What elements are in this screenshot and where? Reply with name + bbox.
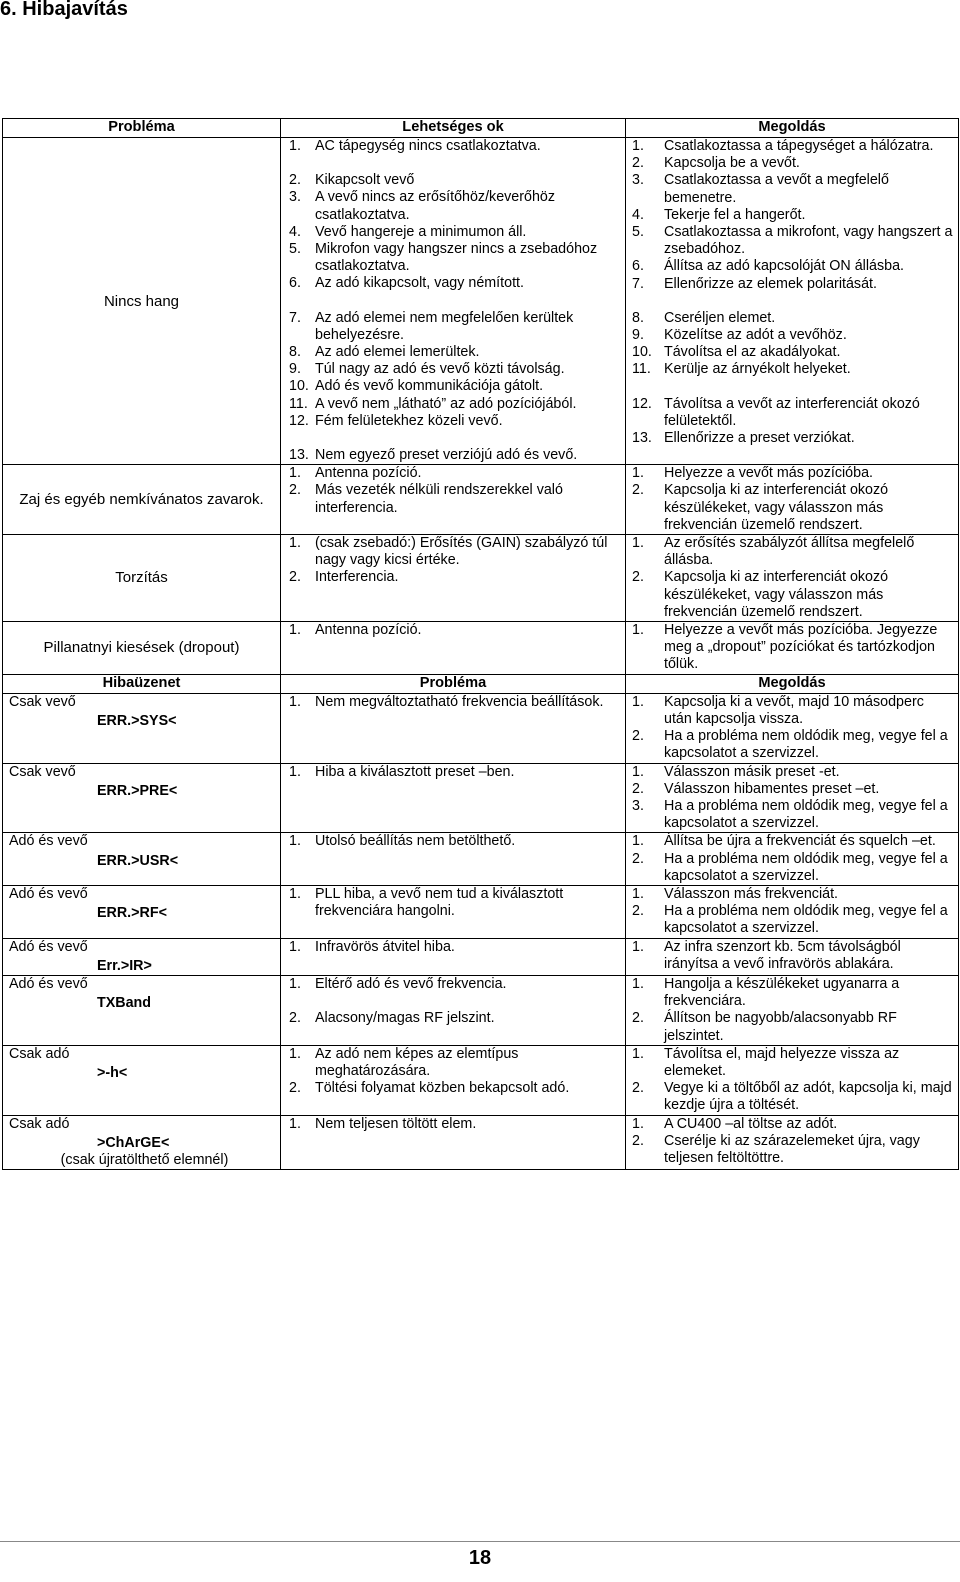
list-item — [281, 378, 625, 395]
device-label: Adó és vevő — [9, 885, 88, 902]
item-text: Hiba a kiválasztott preset –ben. — [315, 763, 515, 780]
table-row — [3, 535, 959, 622]
error-message-cell — [3, 833, 281, 886]
item-text: Cserélje ki az szárazelemeket újra, vagy teljesen feltöltöttre. — [664, 1132, 920, 1166]
list-item — [281, 172, 625, 189]
error-message-cell — [3, 1115, 281, 1170]
item-number: 2. — [632, 1010, 644, 1027]
list-item — [626, 535, 958, 569]
solution-list — [626, 535, 958, 621]
header-cause: Lehetséges ok — [281, 119, 626, 138]
list-item — [626, 379, 958, 396]
list-item — [626, 258, 958, 275]
list-item — [626, 138, 958, 155]
item-text: Nem megváltoztatható frekvencia beállítások. — [315, 693, 604, 710]
solution-list — [626, 622, 958, 674]
item-number: 11. — [289, 395, 308, 412]
list-item — [626, 430, 958, 447]
cause-cell — [281, 465, 626, 535]
error-code: >-h< — [97, 1064, 128, 1081]
list-item — [281, 275, 625, 292]
troubleshooting-body — [3, 119, 959, 1170]
list-item — [626, 276, 958, 293]
item-number: 2. — [289, 482, 301, 499]
list-item — [281, 224, 625, 241]
item-text: PLL hiba, a vevő nem tud a kiválasztott frekvenciára hangolni. — [315, 885, 564, 920]
item-text: Állítsa az adó kapcsolóját ON állásba. — [664, 258, 904, 275]
item-number: 1. — [289, 535, 301, 552]
item-text: Az erősítés szabályzót állítsa megfelelő állásba. — [664, 535, 915, 569]
item-text: Antenna pozíció. — [315, 465, 422, 482]
error-code: ERR.>USR< — [97, 852, 179, 869]
error-code: ERR.>PRE< — [97, 782, 178, 799]
cause-list — [281, 138, 625, 464]
list-item — [626, 886, 958, 903]
problem-label: Nincs hang — [103, 292, 180, 310]
list-item — [281, 1080, 625, 1097]
item-number: 2. — [289, 1080, 301, 1097]
list-item — [281, 396, 625, 413]
problem-list — [281, 939, 625, 956]
item-text: Ha a probléma nem oldódik meg, vegye fel a kapcsolatot a szervizzel. — [664, 728, 948, 762]
item-number: 4. — [289, 223, 301, 240]
item-text: Válasszon hibamentes preset –et. — [664, 780, 880, 797]
item-number: 10. — [289, 378, 309, 395]
item-number: 3. — [632, 172, 644, 189]
table-row — [3, 763, 959, 833]
item-text: Csatlakoztassa a tápegységet a hálózatra. — [664, 138, 934, 154]
item-number: 11. — [632, 361, 651, 378]
list-item — [281, 447, 625, 464]
item-text: (csak zsebadó:) Erősítés (GAIN) szabályzó túl nagy vagy kicsi értéke. — [315, 535, 608, 569]
problem-label: Zaj és egyéb nemkívánatos zavarok. — [19, 491, 264, 509]
item-number: 5. — [632, 224, 644, 241]
item-number: 2. — [632, 780, 644, 797]
list-item — [281, 361, 625, 378]
item-text: Nem teljesen töltött elem. — [315, 1115, 477, 1132]
item-text: Adó és vevő kommunikációja gátolt. — [315, 378, 544, 395]
list-item — [626, 396, 958, 430]
list-item — [626, 1133, 958, 1167]
list-item — [626, 976, 958, 1010]
item-text: Alacsony/magas RF jelszint. — [315, 1010, 495, 1027]
list-item — [626, 361, 958, 378]
list-item — [281, 622, 625, 639]
item-text: Kapcsolja ki a vevőt, majd 10 másodperc után kapcsolja vissza. — [664, 693, 924, 727]
problem-cell — [281, 763, 626, 833]
item-text: Interferencia. — [315, 569, 399, 586]
item-text: Helyezze a vevőt más pozícióba. — [664, 465, 873, 482]
item-text: Az adó kikapcsolt, vagy némított. — [315, 275, 524, 292]
item-number: 2. — [632, 155, 644, 172]
item-number: 7. — [289, 309, 301, 326]
solution-cell — [626, 693, 959, 763]
list-item — [281, 993, 625, 1010]
item-number: 1. — [632, 1115, 644, 1132]
solution-list — [626, 764, 958, 833]
item-number: 9. — [632, 327, 644, 344]
item-number: 13. — [289, 447, 309, 464]
error-code: ERR.>SYS< — [97, 712, 177, 729]
item-text: A vevő nincs az erősítőhöz/keverőhöz csatlakoztatva. — [315, 189, 556, 223]
error-message-cell — [3, 975, 281, 1045]
solution-list — [626, 939, 958, 973]
item-text: Vevő hangereje a minimumon áll. — [315, 223, 527, 240]
item-text: Válasszon más frekvenciát. — [664, 885, 839, 902]
list-item — [281, 569, 625, 586]
table-row — [3, 975, 959, 1045]
problem-cell — [281, 975, 626, 1045]
solution-cell — [626, 138, 959, 465]
problem-list — [281, 1046, 625, 1098]
list-item — [281, 482, 625, 516]
item-text: Kapcsolja ki az interferenciát okozó készülékeket, vagy válasszon más frekvencián üzemelő rendszert. — [664, 569, 889, 620]
list-item — [626, 155, 958, 172]
list-item — [626, 1080, 958, 1114]
item-text: Az adó nem képes az elemtípus meghatározására. — [315, 1045, 519, 1079]
list-item — [281, 694, 625, 711]
item-number: 4. — [632, 206, 644, 223]
item-text: Csatlakoztassa a mikrofont, vagy hangszert a zsebadóhoz. — [664, 224, 953, 258]
error-message-cell — [3, 693, 281, 763]
item-number: 6. — [289, 275, 301, 292]
table-row — [3, 693, 959, 763]
item-number: 1. — [632, 938, 644, 955]
item-number: 1. — [632, 1045, 644, 1062]
item-text: Nem egyező preset verziójú adó és vevő. — [315, 447, 578, 464]
list-item — [626, 207, 958, 224]
item-number: 1. — [289, 975, 301, 992]
error-message-cell — [3, 885, 281, 938]
table-row — [3, 938, 959, 975]
solution-cell — [626, 938, 959, 975]
error-message-cell — [3, 763, 281, 833]
list-item — [626, 310, 958, 327]
solution-cell — [626, 535, 959, 622]
device-label: Adó és vevő — [9, 975, 88, 992]
item-number: 1. — [289, 938, 301, 955]
item-text: Távolítsa el, majd helyezze vissza az elemeket. — [664, 1045, 900, 1079]
item-text: Állítson be nagyobb/alacsonyabb RF jelszintet. — [664, 1010, 897, 1044]
item-number: 1. — [632, 975, 644, 992]
item-number: 1. — [289, 693, 301, 710]
item-text: Távolítsa a vevőt az interferenciát okozó felületektől. — [664, 395, 920, 429]
error-message-cell — [3, 1045, 281, 1115]
header-solution: Megoldás — [626, 119, 959, 138]
item-number: 1. — [289, 622, 301, 639]
problem-cell — [281, 1115, 626, 1170]
error-code: ERR.>RF< — [97, 905, 167, 922]
list-item — [281, 886, 625, 920]
item-number: 1. — [632, 693, 644, 710]
problem-label: Pillanatnyi kiesések (dropout) — [43, 639, 240, 657]
list-item — [281, 344, 625, 361]
item-number: 2. — [632, 569, 644, 586]
cause-list — [281, 535, 625, 587]
item-number: 2. — [632, 728, 644, 745]
solution-cell — [626, 1115, 959, 1170]
item-text: A vevő nem „látható” az adó pozíciójából. — [315, 395, 577, 412]
problem-cell — [281, 938, 626, 975]
problem-cell — [3, 622, 281, 675]
problem-list — [281, 1116, 625, 1133]
item-text: Antenna pozíció. — [315, 622, 422, 639]
item-text: Vegye ki a töltőből az adót, kapcsolja ki, majd kezdje újra a töltését. — [664, 1080, 952, 1114]
item-text: Az adó elemei nem megfelelően kerültek behelyezésre. — [315, 309, 574, 343]
device-label: Csak adó — [9, 1045, 70, 1062]
solution-list — [626, 694, 958, 763]
list-item — [281, 535, 625, 569]
list-item — [281, 1010, 625, 1027]
list-item — [281, 465, 625, 482]
item-text: Ha a probléma nem oldódik meg, vegye fel a kapcsolatot a szervizzel. — [664, 797, 948, 832]
item-number: 3. — [289, 189, 301, 206]
cause-cell — [281, 622, 626, 675]
item-text: AC tápegység nincs csatlakoztatva. — [315, 138, 541, 154]
error-code: >ChArGE< — [97, 1134, 170, 1151]
item-text: Más vezeték nélküli rendszerekkel való interferencia. — [315, 482, 563, 516]
solution-list — [626, 1116, 958, 1168]
table-row — [3, 885, 959, 938]
item-text: Ha a probléma nem oldódik meg, vegye fel a kapcsolatot a szervizzel. — [664, 850, 948, 884]
item-text: Válasszon másik preset -et. — [664, 763, 840, 780]
problem-cell — [281, 885, 626, 938]
item-text: Állítsa be újra a frekvenciát és squelch –et. — [664, 833, 936, 850]
list-item — [626, 764, 958, 781]
item-text: Közelítse az adót a vevőhöz. — [664, 327, 847, 344]
list-item — [626, 482, 958, 534]
problem-cell — [3, 465, 281, 535]
item-number: 13. — [632, 430, 652, 447]
problem-label: Torzítás — [115, 569, 168, 587]
list-item — [626, 781, 958, 798]
item-number: 2. — [632, 1132, 644, 1149]
problem-list — [281, 976, 625, 1027]
cause-cell — [281, 535, 626, 622]
item-text: Cseréljen elemet. — [664, 309, 776, 326]
list-item — [626, 798, 958, 832]
solution-list — [626, 833, 958, 885]
list-item — [626, 939, 958, 973]
item-number: 10. — [632, 344, 652, 361]
header-solution-2: Megoldás — [626, 674, 959, 693]
item-number: 1. — [632, 763, 644, 780]
item-number: 1. — [632, 622, 644, 639]
item-number: 1. — [289, 465, 301, 482]
item-number: 1. — [632, 535, 644, 552]
list-item — [281, 430, 625, 447]
item-text: Kapcsolja be a vevőt. — [664, 155, 800, 172]
item-number: 2. — [289, 569, 301, 586]
item-number: 2. — [632, 482, 644, 499]
item-text: Kapcsolja ki az interferenciát okozó készülékeket, vagy válasszon más frekvencián üzemelő rendszert. — [664, 482, 889, 533]
solution-cell — [626, 763, 959, 833]
item-text: Infravörös átvitel hiba. — [315, 938, 455, 955]
section-heading: 6. Hibajavítás — [0, 0, 128, 20]
item-number: 8. — [632, 309, 644, 326]
list-item — [626, 833, 958, 850]
device-label: Adó és vevő — [9, 833, 88, 850]
table1-header-row — [3, 119, 959, 138]
item-number: 7. — [632, 275, 644, 292]
solution-cell — [626, 465, 959, 535]
device-label: Csak vevő — [9, 693, 76, 710]
cause-cell — [281, 138, 626, 465]
list-item — [626, 224, 958, 258]
list-item — [281, 1046, 625, 1080]
item-number: 1. — [632, 465, 644, 482]
item-text: Töltési folyamat közben bekapcsolt adó. — [315, 1080, 570, 1097]
item-text: Eltérő adó és vevő frekvencia. — [315, 975, 507, 992]
error-code: Err.>IR> — [97, 957, 152, 974]
list-item — [626, 327, 958, 344]
item-text: Fém felületekhez közeli vevő. — [315, 412, 503, 429]
item-number: 12. — [289, 412, 309, 429]
table2-header-row — [3, 674, 959, 693]
item-number: 1. — [632, 833, 644, 850]
item-number: 1. — [289, 885, 301, 902]
list-item — [626, 465, 958, 482]
list-item — [626, 1010, 958, 1044]
device-label: Csak vevő — [9, 763, 76, 780]
header-problem-2: Probléma — [281, 674, 626, 693]
item-text: Helyezze a vevőt más pozícióba. Jegyezze meg a „dropout” pozíciókat és tartózkodjon tőlük. — [664, 622, 938, 673]
item-text: Mikrofon vagy hangszer nincs a zsebadóhoz csatlakoztatva. — [315, 241, 598, 275]
device-label: Csak adó — [9, 1115, 70, 1132]
list-item — [626, 622, 958, 674]
list-item — [281, 939, 625, 956]
device-label: Adó és vevő — [9, 938, 88, 955]
list-item — [626, 694, 958, 728]
item-number: 9. — [289, 361, 301, 378]
problem-list — [281, 886, 625, 920]
table-row — [3, 1045, 959, 1115]
item-text: Az adó elemei lemerültek. — [315, 344, 480, 361]
list-item — [281, 310, 625, 344]
error-code: TXBand — [97, 995, 152, 1012]
header-problem: Probléma — [3, 119, 281, 138]
list-item — [281, 976, 625, 993]
list-item — [281, 833, 625, 850]
list-item — [281, 1116, 625, 1133]
item-number: 8. — [289, 344, 301, 361]
cause-list — [281, 622, 625, 639]
solution-list — [626, 976, 958, 1045]
item-text: Ha a probléma nem oldódik meg, vegye fel a kapcsolatot a szervizzel. — [664, 903, 948, 937]
troubleshooting-table — [2, 118, 959, 1170]
list-item — [281, 293, 625, 310]
list-item — [281, 764, 625, 781]
list-item — [281, 413, 625, 430]
error-message-cell — [3, 938, 281, 975]
item-number: 3. — [632, 797, 644, 814]
solution-cell — [626, 885, 959, 938]
item-number: 1. — [632, 138, 644, 154]
problem-list — [281, 694, 625, 711]
cause-list — [281, 465, 625, 517]
table-row — [3, 138, 959, 465]
item-text: Kerülje az árnyékolt helyeket. — [664, 361, 851, 378]
list-item — [281, 241, 625, 275]
problem-cell — [281, 1045, 626, 1115]
list-item — [626, 1046, 958, 1080]
table-row — [3, 622, 959, 675]
solution-cell — [626, 622, 959, 675]
item-number: 2. — [632, 903, 644, 920]
solution-list — [626, 1046, 958, 1115]
table-row — [3, 465, 959, 535]
list-item — [626, 728, 958, 762]
item-text: Ellenőrizze a preset verziókat. — [664, 430, 855, 447]
list-item — [626, 293, 958, 310]
problem-cell — [3, 535, 281, 622]
item-number: 5. — [289, 241, 301, 258]
list-item — [626, 172, 958, 206]
list-item — [281, 189, 625, 223]
problem-list — [281, 764, 625, 781]
item-text: Hangolja a készülékeket ugyanarra a frekvenciára. — [664, 975, 900, 1010]
list-item — [281, 138, 625, 155]
error-note: (csak újratölthető elemnél) — [60, 1151, 229, 1168]
header-error-message: Hibaüzenet — [3, 674, 281, 693]
item-text: Utolsó beállítás nem betölthető. — [315, 833, 516, 850]
item-number: 2. — [289, 172, 301, 189]
item-number: 2. — [632, 1080, 644, 1097]
problem-cell — [3, 138, 281, 465]
footer-rule — [0, 1541, 960, 1542]
list-item — [626, 1116, 958, 1133]
table-row — [3, 833, 959, 886]
item-number: 1. — [289, 1045, 301, 1062]
item-text: Az infra szenzort kb. 5cm távolságból irányítsa a vevő infravörös ablakára. — [664, 938, 901, 972]
item-text: Tekerje fel a hangerőt. — [664, 206, 806, 223]
problem-list — [281, 833, 625, 850]
item-number: 12. — [632, 395, 652, 412]
solution-list — [626, 465, 958, 534]
problem-cell — [281, 693, 626, 763]
solution-cell — [626, 975, 959, 1045]
page-number: 18 — [468, 1547, 492, 1569]
solution-cell — [626, 1045, 959, 1115]
list-item — [626, 903, 958, 937]
item-text: Távolítsa el az akadályokat. — [664, 344, 841, 361]
item-number: 1. — [289, 833, 301, 850]
item-text: Túl nagy az adó és vevő közti távolság. — [315, 361, 565, 378]
solution-list — [626, 886, 958, 938]
table-row — [3, 1115, 959, 1170]
problem-cell — [281, 833, 626, 886]
solution-cell — [626, 833, 959, 886]
item-number: 1. — [289, 763, 301, 780]
item-number: 2. — [632, 850, 644, 867]
item-number: 1. — [289, 138, 301, 154]
item-number: 1. — [632, 885, 644, 902]
list-item — [281, 155, 625, 172]
list-item — [626, 569, 958, 621]
item-text: Kikapcsolt vevő — [315, 172, 415, 189]
item-text: Csatlakoztassa a vevőt a megfelelő bemenetre. — [664, 172, 889, 206]
item-number: 1. — [289, 1115, 301, 1132]
list-item — [626, 851, 958, 885]
item-number: 2. — [289, 1010, 301, 1027]
item-text: Ellenőrizze az elemek polaritását. — [664, 275, 877, 292]
item-text: A CU400 –al töltse az adót. — [664, 1115, 838, 1132]
solution-list — [626, 138, 958, 447]
item-number: 6. — [632, 258, 644, 275]
list-item — [626, 344, 958, 361]
